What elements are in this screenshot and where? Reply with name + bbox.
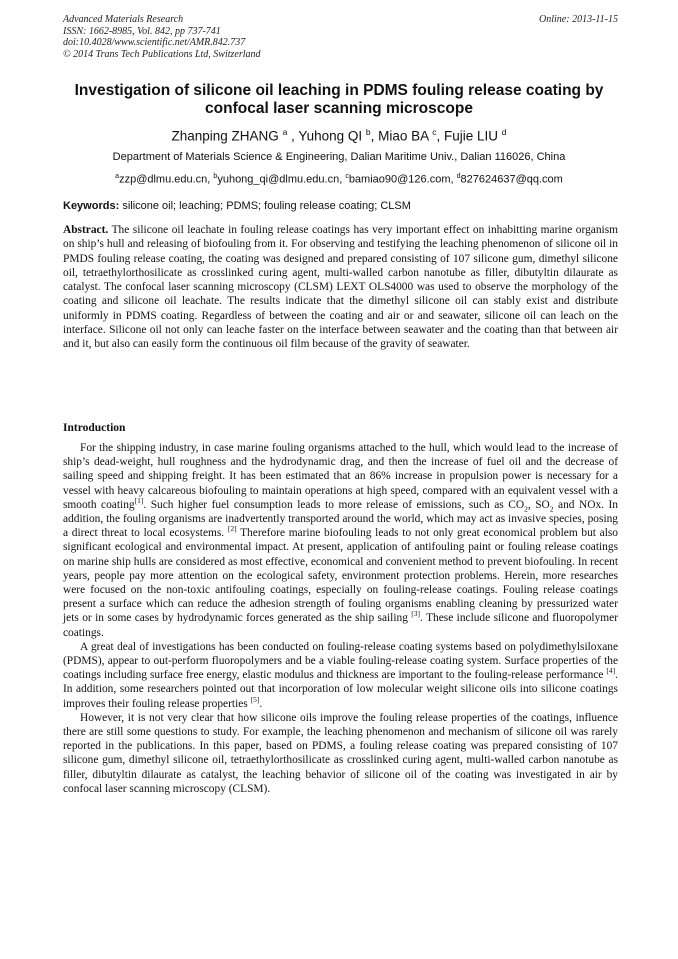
- text-run: . These include silicone and fluoropolymer coatings.: [63, 612, 619, 639]
- author-separator: ,: [370, 128, 379, 144]
- email-address[interactable]: 827624637@qq.com: [460, 173, 563, 186]
- email-separator: ,: [339, 173, 346, 186]
- text-run: .: [259, 697, 263, 710]
- text-run: For the shipping industry, in case marine fouling organisms attached to the hull, which would lead to the increase of ship’s dead-weight, hull roughness and the hydrodynamic drag, and then the increase of fuel oil and the decrease of sailing speed and shipping freight. It has been estimated that an 86% increase in propulsion power is necessary for a vessel with heavy calcareous biofouling to maintain operations at high speed, compared with an equivalent vessel with a smooth coating: [63, 442, 618, 511]
- email-mark: b: [213, 173, 218, 180]
- author-name: Yuhong QI: [298, 128, 363, 144]
- citation[interactable]: [5]: [250, 694, 260, 704]
- text-run: and NOx. In addition, the fouling organisms are inadvertently transported around the world, which may act as invasive species, posing a direct threat to local ecosystems.: [63, 498, 618, 540]
- author-mark: c: [432, 127, 437, 137]
- email-address[interactable]: zzp@dlmu.edu.cn: [119, 173, 208, 186]
- email-address[interactable]: yuhong_qi@dlmu.edu.cn: [217, 173, 340, 186]
- email-address[interactable]: bamiao90@126.com: [348, 173, 451, 186]
- email-list: [60, 170, 618, 187]
- citation[interactable]: [3]: [411, 609, 421, 619]
- text-run: Therefore marine biofouling leads to not only great economical problem but also significant ecological and environmental impact. At present, application of antifouling paint or fouling release coatings on marine ship hulls are considered as most effective, economical and convenient method to prevent biofouling. In recent years, people pay more attention on the ecological safety, environment protection problems. Herein, more researches were focused on the non-toxic antifouling coatings, especially on fouling-release coatings. Fouling release coatings present a surface which can reduce the adhesion strength of fouling organisms enabling cleaning by pressurized water jets or in some cases by hydrodynamic forces generated as the ship sailing: [63, 527, 618, 625]
- text-run: , SO: [527, 498, 550, 511]
- paper-title: Investigation of silicone oil leaching in PDMS fouling release coating by confocal laser scanning microscope: [74, 82, 604, 117]
- keywords-label: Keywords:: [63, 200, 120, 212]
- intro-paragraph: However, it is not very clear that how silicone oils improve the fouling release properties of the coatings, influence there are still some questions to study. For example, the leaching phenomenon and mechanism of silicone oil was rarely reported in the publications. In this paper, based on PDMS, a fouling release coating was prepared consisting of 107 silicone gum, dimethyl silicone oil, tetraethylorthosilicate as crosslinked curing agent, multi-walled carbon nanotube as filler, dibutyltin dilaurate as catalyst, the leaching behavior of silicone oil of the coating was investigated in air by confocal laser scanning microscopy (CLSM).: [63, 711, 618, 795]
- intro-paragraph: [63, 640, 618, 711]
- email-mark: c: [345, 173, 349, 180]
- subscript: 2: [549, 504, 554, 514]
- author-mark: a: [282, 127, 288, 137]
- text-run: . Such higher fuel consumption leads to more release of emissions, such as CO: [143, 498, 525, 511]
- email-separator: ,: [450, 173, 457, 186]
- introduction-body: [63, 441, 618, 796]
- author-name: Fujie LIU: [443, 128, 498, 144]
- issn-line: ISSN: 1662-8985, Vol. 842, pp 737-741: [63, 25, 221, 37]
- author-separator: ,: [287, 128, 299, 144]
- email-mark: a: [115, 173, 120, 180]
- author-mark: d: [501, 127, 507, 137]
- citation[interactable]: [1]: [134, 496, 144, 506]
- keywords-text: silicone oil; leaching; PDMS; fouling release coating; CLSM: [122, 200, 411, 212]
- citation[interactable]: [2]: [227, 524, 237, 534]
- author-name: Miao BA: [378, 128, 429, 144]
- author-separator: ,: [436, 128, 444, 144]
- citation[interactable]: [4]: [606, 666, 616, 676]
- email-separator: ,: [207, 173, 214, 186]
- text-run: . In addition, some researchers pointed out that incorporation of low molecular weight silicone oils into silicone coatings improves their fouling release properties: [63, 669, 618, 710]
- intro-paragraph: [63, 441, 618, 640]
- text-run: A great deal of investigations has been conducted on fouling-release coating systems based on polydimethylsiloxane (PDMS), appear to out-perform fluoropolymers and be a viable fouling-release coating system. Surface properties of the coatings including surface free energy, elastic modulus and thickness are important to the fouling-release performance: [63, 640, 618, 682]
- abstract: [63, 223, 618, 352]
- author-list: [60, 124, 618, 145]
- keywords-line: [63, 199, 618, 213]
- author-name: Zhanping ZHANG: [171, 128, 279, 144]
- journal-header: [63, 14, 618, 60]
- abstract-label: Abstract.: [63, 224, 109, 236]
- author-mark: b: [365, 127, 371, 137]
- section-heading-introduction: Introduction: [63, 422, 126, 434]
- subscript: 2: [524, 504, 528, 514]
- copyright-line: © 2014 Trans Tech Publications Ltd, Switzerland: [63, 48, 261, 60]
- journal-name: Advanced Materials Research: [63, 14, 184, 25]
- doi-line[interactable]: doi:10.4028/www.scientific.net/AMR.842.737: [63, 37, 246, 48]
- online-date: Online: 2013-11-15: [539, 14, 618, 25]
- affiliation: Department of Materials Science & Engineering, Dalian Maritime Univ., Dalian 116026, China: [112, 151, 566, 163]
- abstract-text: The silicone oil leachate in fouling release coatings has very important effect on inhabitting marine organism on ship’s hull and releasing of biofouling from it. For observing and testifying the leaching phenomenon of silicone oil in PMDS fouling release coating, the coating was designed and prepared consisting of 107 silicone gum, dimethyl silicone oil, tetraethylorthosilicate as crosslinked curing agent, multi-walled carbon nanotube as filler, dibutyltin dilaurate as catalyst. The confocal laser scanning microscopy (CLSM) LEXT OLS4000 was used to observe the morphology of the coating and silicone oil leachate. The results indicate that the dimethyl silicone oil can stably exist and distribute uniformly in PDMS coating. Regardless of between the coating and air or and seawater, silicone oil can leach on the interface. Silicone oil not only can leache faster on the interface between seawater and the coating than that between air and it, but also can easily form the continuous oil film because of the gravity of seawater.: [63, 224, 618, 351]
- email-mark: d: [456, 173, 461, 180]
